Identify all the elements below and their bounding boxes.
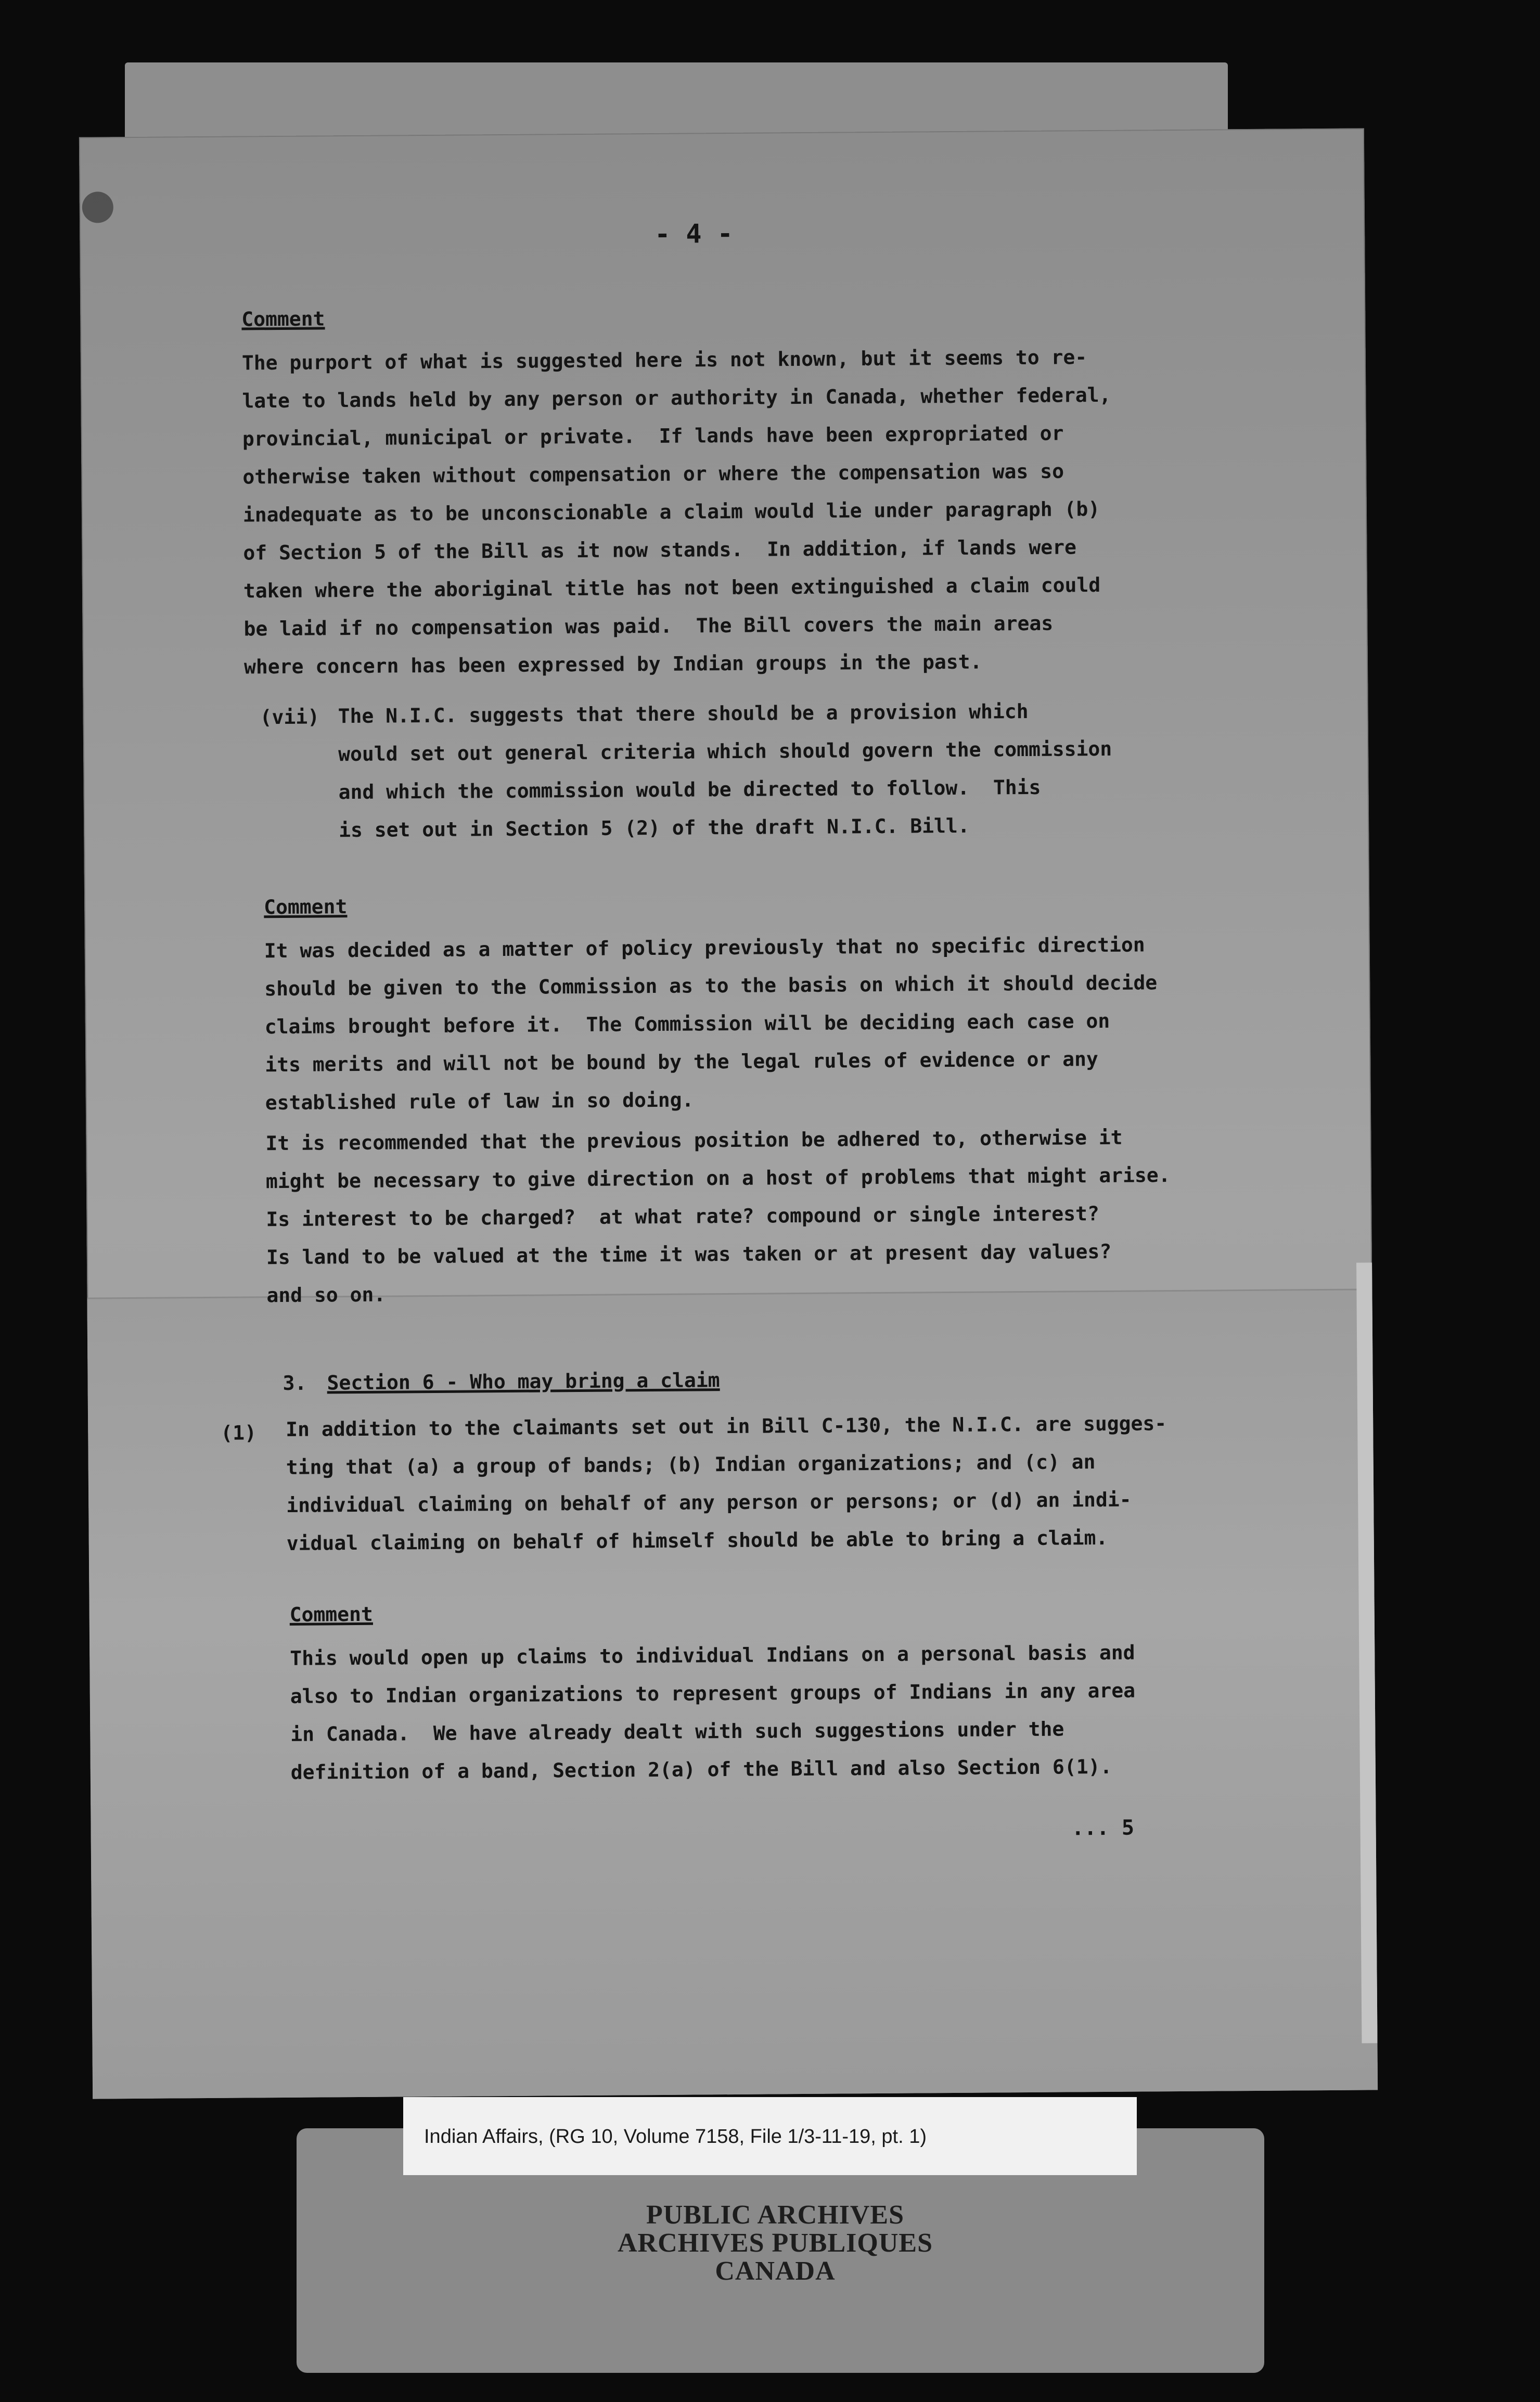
text-line: It is recommended that the previous position be adhered to, otherwise it [265,1126,1123,1155]
text-line: in Canada. We have already dealt with such suggestions under the [290,1717,1064,1746]
text-line: be laid if no compensation was paid. The Bill covers the main areas [243,611,1054,641]
text-line: of Section 5 of the Bill as it now stands. In addition, if lands were [243,535,1077,565]
comment-heading-1: Comment [241,307,325,331]
text-line: Is interest to be charged? at what rate? compound or single interest? [266,1202,1099,1231]
text-line: ting that (a) a group of bands; (b) Indian organizations; and (c) an [286,1450,1096,1479]
page-number: - 4 - [654,218,733,249]
text-line: should be given to the Commission as to the basis on which it should decide [264,971,1158,1001]
text-line: provincial, municipal or private. If lands have been expropriated or [242,421,1064,451]
text-line: is set out in Section 5 (2) of the draft N.I.C. Bill. [339,814,970,842]
text-line: claims brought before it. The Commission will be deciding each case on [264,1009,1110,1039]
text-line: individual claiming on behalf of any person or persons; or (d) an indi- [286,1488,1132,1517]
comment-3-paragraph [290,1634,1136,1792]
comment-2-paragraph-2 [265,1118,1171,1314]
text-line: inadequate as to be unconscionable a claim would lie under paragraph (b) [242,497,1100,527]
text-line: vidual claiming on behalf of himself should be able to bring a claim. [286,1526,1108,1555]
archive-reference-text: Indian Affairs, (RG 10, Volume 7158, File 1/3-11-19, pt. 1) [424,2126,927,2148]
item-vii-paragraph [338,692,1112,849]
text-line: The purport of what is suggested here is not known, but it seems to re- [241,346,1087,375]
text-line: would set out general criteria which should govern the commission [338,737,1112,766]
text-line: taken where the aboriginal title has not been extinguished a claim could [243,573,1101,603]
comment-heading-2: Comment [264,895,348,919]
section-item-label: (1) [221,1421,257,1445]
text-line: The N.I.C. suggests that there should be a provision which [338,699,1029,728]
archive-reference-label [403,2097,1137,2175]
section-title: Section 6 - Who may bring a claim [327,1369,720,1395]
stamp-line: ARCHIVES PUBLIQUES [617,2228,933,2258]
text-line: otherwise taken without compensation or where the compensation was so [242,459,1064,489]
comment-2-paragraph-1 [264,926,1158,1122]
archives-stamp [551,2201,999,2285]
comment-1-paragraph [242,338,1113,686]
text-line: might be necessary to give direction on a host of problems that might arise. [265,1164,1171,1193]
text-line: late to lands held by any person or authority in Canada, whether federal, [242,383,1111,413]
section-3-paragraph [286,1404,1167,1563]
text-line: established rule of law in so doing. [265,1088,694,1115]
text-line: where concern has been expressed by Indian groups in the past. [243,650,982,679]
document-page [79,128,1378,2099]
text-line: This would open up claims to individual Indians on a personal basis and [290,1641,1135,1670]
text-line: It was decided as a matter of policy previously that no specific direction [264,933,1145,963]
text-line: Is land to be valued at the time it was taken or at present day values? [266,1240,1112,1269]
text-line: definition of a band, Section 2(a) of the Bill and also Section 6(1). [290,1755,1112,1784]
continuation-marker: ... 5 [1071,1816,1135,1841]
text-line: and so on. [266,1283,386,1307]
stamp-line: CANADA [715,2256,836,2286]
comment-heading-3: Comment [289,1602,374,1626]
section-number: 3. [283,1371,307,1395]
punch-hole-mark [82,191,113,223]
text-line: its merits and will not be bound by the legal rules of evidence or any [265,1047,1098,1077]
stamp-line: PUBLIC ARCHIVES [646,2200,905,2230]
item-vii-label: (vii) [260,705,320,729]
text-line: In addition to the claimants set out in Bill C-130, the N.I.C. are sugges- [286,1412,1167,1441]
text-line: also to Indian organizations to represent groups of Indians in any area [290,1679,1136,1708]
text-line: and which the commission would be directed to follow. This [338,775,1041,804]
